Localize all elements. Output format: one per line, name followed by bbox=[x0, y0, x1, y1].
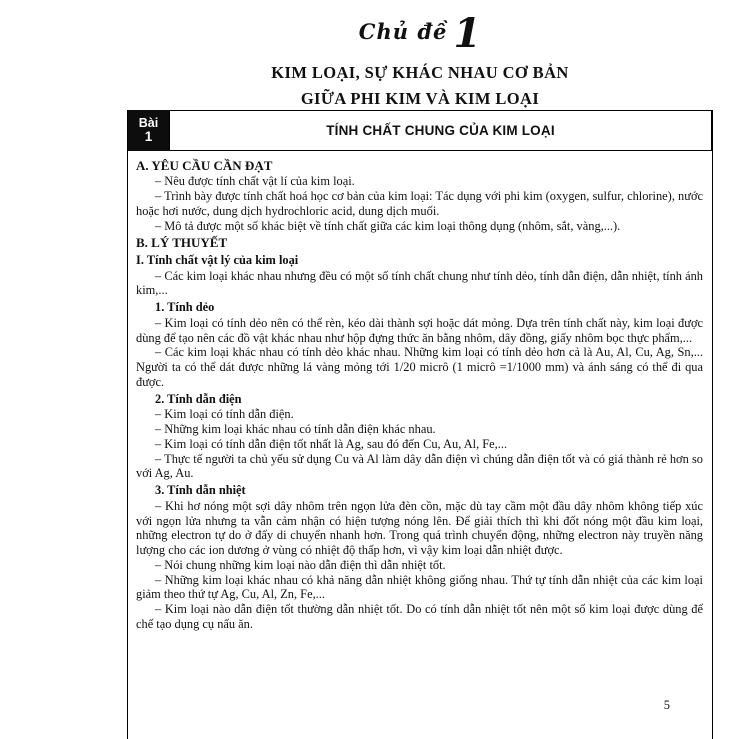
paragraph: – Mô tả được một số khác biệt về tính chất giữa các kim loại thông dụng (nhôm, sắt, vàng,...). bbox=[155, 218, 621, 233]
section-heading: B. LÝ THUYẾT bbox=[136, 235, 228, 251]
content-frame bbox=[127, 110, 713, 739]
paragraph: – Khi hơ nóng một sợi dây nhôm trên ngọn lửa đèn cồn, mặc dù tay cầm một đầu dây nhôm không tiếp xúc với ngọn lửa nhưng ta vẫn cảm nhận có hiện tượng nóng lên. Để giải thích thì khi đốt nóng một đầu kim loại, những electron tự do ở đấy di chuyển nhanh hơn. Trong quá trình chuyển động, những electron này truyền năng lượng cho các ion dương ở vùng có nhiệt độ thấp hơn, vì vậy kim loại dẫn nhiệt được. bbox=[136, 498, 703, 558]
paragraph: – Các kim loại khác nhau nhưng đều có một số tính chất chung như tính dẻo, tính dẫn điện, dẫn nhiệt, tính ánh kim,... bbox=[136, 268, 703, 298]
sub-heading: I. Tính chất vật lý của kim loại bbox=[136, 252, 299, 267]
chapter-title-line1: KIM LOẠI, SỰ KHÁC NHAU CƠ BẢN bbox=[271, 63, 569, 82]
content-column bbox=[127, 0, 713, 739]
lesson-title-box bbox=[169, 110, 712, 151]
paragraph: – Kim loại có tính dẻo nên có thể rèn, kéo dài thành sợi hoặc dát mỏng. Dựa trên tính chất này, kim loại được dùng để tạo nên các đồ vật khác nhau như hộp đựng thức ăn bằng nhôm, dây đồng, giấy nhôm bọc thực phẩm,... bbox=[136, 315, 703, 345]
chapter-title-line2: GIỮA PHI KIM VÀ KIM LOẠI bbox=[300, 88, 540, 108]
numbered-heading: 1. Tính dẻo bbox=[155, 300, 215, 315]
section-heading: A. YÊU CẦU CẦN ĐẠT bbox=[136, 158, 273, 173]
lesson-badge-label: Bài bbox=[138, 115, 159, 130]
lesson-header bbox=[128, 110, 712, 151]
chapter-title bbox=[127, 60, 713, 111]
paragraph: – Các kim loại khác nhau có tính dẻo khác nhau. Những kim loại có tính dẻo hơn cả là Au, Al, Cu, Ag, Sn,... Người ta có thể dát được những lá vàng mỏng tới 1/20 micrô (1 micrô =1/1000 mm) và ánh sáng có thể đi qua được. bbox=[136, 345, 703, 389]
paragraph: – Những kim loại khác nhau có khả năng dẫn nhiệt không giống nhau. Thứ tự tính dẫn nhiệt của các kim loại giảm theo thứ tự Ag, Cu, Al, Zn, Fe,... bbox=[136, 572, 703, 602]
paragraph: – Kim loại nào dẫn điện tốt thường dẫn nhiệt tốt. Do có tính dẫn nhiệt tốt nên một số kim loại được dùng để chế tạo dụng cụ nấu ăn. bbox=[136, 602, 703, 631]
paragraph: – Kim loại có tính dẫn điện tốt nhất là Ag, sau đó đến Cu, Au, Al, Fe,... bbox=[155, 436, 508, 451]
numbered-heading: 2. Tính dẫn điện bbox=[155, 391, 242, 406]
lesson-title: TÍNH CHẤT CHUNG CỦA KIM LOẠI bbox=[326, 123, 555, 138]
page-number: 5 bbox=[663, 698, 670, 712]
chapter-number: 1 bbox=[453, 10, 482, 57]
paragraph: – Nêu được tính chất vật lí của kim loại. bbox=[155, 174, 355, 189]
paragraph: – Kim loại có tính dẫn điện. bbox=[155, 407, 294, 422]
paragraph: – Nói chung những kim loại nào dẫn điện thì dẫn nhiệt tốt. bbox=[155, 557, 446, 572]
lesson-badge-number: 1 bbox=[144, 128, 153, 144]
paragraph: – Thực tế người ta chủ yếu sử dụng Cu và Al làm dây dẫn điện vì chúng dẫn điện tốt và có giá thành rẻ hơn so với Ag, Au. bbox=[136, 451, 703, 481]
paragraph: – Những kim loại khác nhau có tính dẫn điện khác nhau. bbox=[155, 422, 436, 437]
chapter-heading bbox=[127, 0, 713, 57]
paragraph: – Trình bày được tính chất hoá học cơ bản của kim loại: Tác dụng với phi kim (oxygen, sulfur, chlorine), nước hoặc hơi nước, dung dịch hydrochloric acid, dung dịch muối. bbox=[136, 189, 703, 218]
chapter-label: Chủ đề bbox=[358, 19, 448, 44]
body-content bbox=[128, 151, 712, 632]
numbered-heading: 3. Tính dẫn nhiệt bbox=[155, 483, 246, 498]
lesson-badge bbox=[128, 110, 169, 151]
